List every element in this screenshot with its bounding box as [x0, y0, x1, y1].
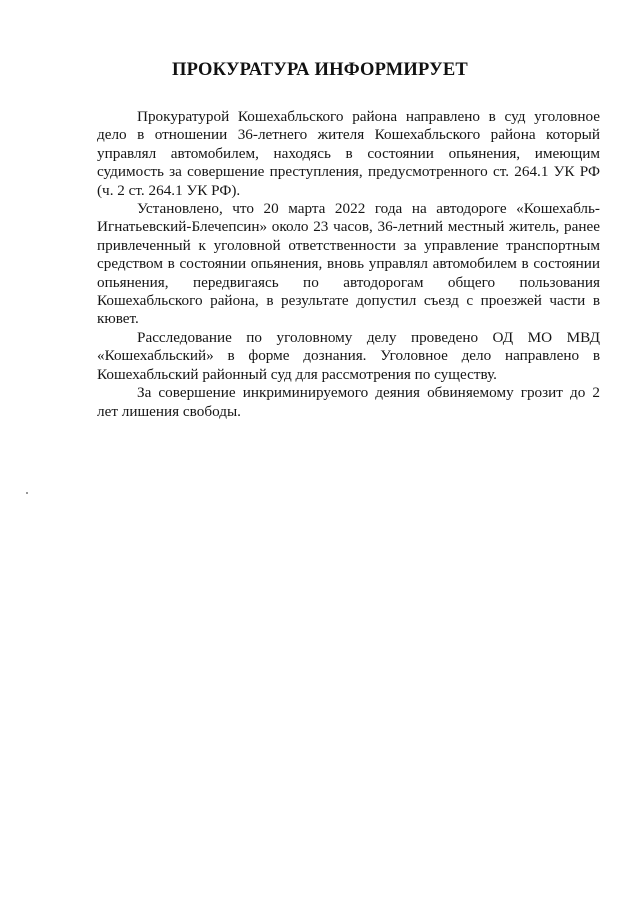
paragraph-4: За совершение инкриминируемого деяния обвиняемому грозит до 2 лет лишения свободы.	[97, 384, 600, 420]
document-body	[97, 108, 600, 421]
paragraph-3: Расследование по уголовному делу проведено ОД МО МВД «Кошехабльский» в форме дознания. Уголовное дело направлено в Кошехабльский районный суд для рассмотрения по существу.	[97, 328, 600, 383]
document-title: ПРОКУРАТУРА ИНФОРМИРУЕТ	[172, 60, 468, 80]
scan-speck	[26, 492, 28, 494]
paragraph-2: Установлено, что 20 марта 2022 года на автодороге «Кошехабль-Игнатьевский-Блечепсин» около 23 часов, 36-летний местный житель, ранее привлеченный к уголовной ответственности за управление транспортным средством в состоянии опьянения, вновь управлял автомобилем в состоянии опьянения, передвигаясь по автодорогам общего пользования Кошехабльского района, в результате допустил съезд с проезжей части в кювет.	[97, 200, 600, 328]
paragraph-1: Прокуратурой Кошехабльского района направлено в суд уголовное дело в отношении 36-летнего жителя Кошехабльского района который управлял автомобилем, находясь в состоянии опьянения, имеющим судимость за совершение преступления, предусмотренного ст. 264.1 УК РФ (ч. 2 ст. 264.1 УК РФ).	[97, 108, 600, 199]
